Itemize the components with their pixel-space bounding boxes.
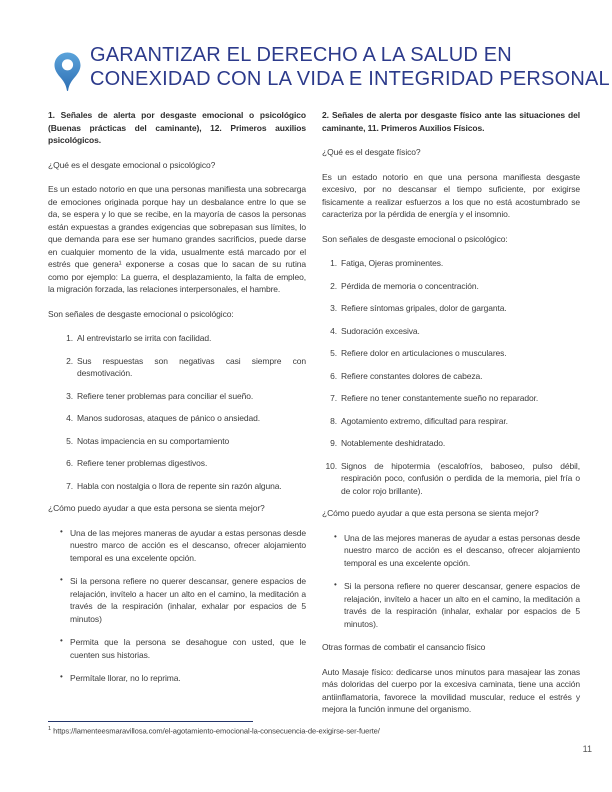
right-signals-intro: Son señales de desgaste emocional o psicológico: <box>322 233 508 244</box>
list-item <box>48 435 306 448</box>
list-item-number: 3. <box>66 390 73 401</box>
right-question-2: ¿Cómo puedo ayudar a que esta persona se sienta mejor? <box>322 508 539 518</box>
left-section-heading: 1. Señales de alerta por desgaste emocional o psicológico (Buenas prácticas del caminante), 12. Primeros auxilios psicológicos. <box>48 110 306 145</box>
list-item-number: 4. <box>66 413 73 423</box>
right-bullet-list <box>322 532 580 631</box>
left-signal-list <box>48 332 306 492</box>
list-item-number: 3. <box>330 303 337 313</box>
list-item <box>48 412 306 425</box>
page-title-line-1: GARANTIZAR EL DERECHO A LA SALUD EN <box>90 44 512 66</box>
list-item <box>48 480 306 493</box>
list-item-text: Refiere dolor en articulaciones o musculares. <box>341 348 507 358</box>
right-question-1: ¿Qué es el desgate físico? <box>322 147 421 157</box>
footnote-url: https://lamenteesmaravillosa.com/el-agotamiento-emocional-la-consecuencia-de-exigirse-ser-fuerte/ <box>51 726 380 736</box>
footnote-divider <box>48 721 253 722</box>
list-item-text: Sus respuestas son negativas casi siempre con desmotivación. <box>77 355 306 378</box>
left-question-2: ¿Cómo puedo ayudar a que esta persona se sienta mejor? <box>48 503 265 513</box>
list-item <box>322 460 580 498</box>
list-item-number: 8. <box>330 415 337 426</box>
page-number: 11 <box>582 744 592 754</box>
list-item <box>322 302 580 315</box>
left-paragraph-1: Es un estado notorio en que una personas manifiesta una sobrecarga de emociones originada porque hay un desbalance entre lo que se da, se espera y lo que se recibe, en la mayoría de casos la personas están expuestas a grandes exigencias que sobrepasan sus límites, lo que demanda para ese ser humano grandes sacrificios, puede darse en cualquier momento de la vida, usualmente está marcado por el estrés que genera¹ exponerse a cosas que lo sacan de su rutina como por ejemplo: La guerra, el desplazamiento, la falta de empleo, la migración forzada, las relaciones interpersonales, el hambre. <box>48 184 306 294</box>
footnote-marker: 1 <box>48 726 52 732</box>
list-item <box>322 257 580 270</box>
right-signal-list <box>322 257 580 497</box>
bullet-item: • Una de las mejores maneras de ayudar a estas personas desde nuestro marco de acción es el descanso, ofrecer alojamiento temporal es una excelente opción. <box>48 527 306 565</box>
list-item-number: 6. <box>330 370 337 381</box>
list-item-number: 7. <box>66 480 73 491</box>
list-item <box>48 390 306 403</box>
list-item-text: Refiere constantes dolores de cabeza. <box>341 370 483 381</box>
list-item-text: Pérdida de memoria o concentración. <box>341 280 479 291</box>
list-item <box>48 457 306 470</box>
list-item-number: 5. <box>66 435 73 446</box>
footnote <box>48 721 568 736</box>
list-item-number: 4. <box>330 325 337 336</box>
bullet-item: • Una de las mejores maneras de ayudar a estas personas desde nuestro marco de acción es el descanso, ofrecer alojamiento temporal es una excelente opción. <box>322 532 580 570</box>
page-header <box>54 44 610 92</box>
footnote-text <box>48 726 568 736</box>
list-item-text: Fatiga, Ojeras prominentes. <box>341 258 444 268</box>
bullet-item: • Permítale llorar, no lo reprima. <box>48 672 306 685</box>
bullet-item: • Permita que la persona se desahogue con usted, que le cuenten sus historias. <box>48 636 306 661</box>
list-item <box>322 392 580 405</box>
left-question-1: ¿Qué es el desgate emocional o psicológico? <box>48 159 216 170</box>
list-item-number: 5. <box>330 348 337 358</box>
list-item-text: Habla con nostalgia o llora de repente sin razón alguna. <box>77 480 282 491</box>
list-item-text: Notas impaciencia en su comportamiento <box>77 435 230 446</box>
page-title <box>90 44 610 91</box>
right-paragraph-1: Es un estado notorio en que una persona manifiesta desgaste excesivo, por no descansar el tiempo suficiente, por exigirse fisicamente a realizar esfuerzos a los que no está acostumbrado se caracteriza por la pérdida de energía y el insomnio. <box>322 171 580 219</box>
list-item-number: 7. <box>330 393 337 403</box>
right-paragraph-2: Auto Masaje físico: dedicarse unos minutos para masajear las zonas más doloridas del cuerpo por la excesiva caminata, tiene una acción antiinflamatoria, favorece la movilidad muscular, reduce el estrés y mejora la función inmune del organismo. <box>322 666 580 714</box>
list-item-text: Refiere síntomas gripales, dolor de garganta. <box>341 303 507 313</box>
body-columns <box>48 109 581 728</box>
list-item-number: 2. <box>66 355 73 366</box>
list-item-text: Signos de hipotermia (escalofríos, baboseo, pulso débil, respiración poco, confusión o perdida de la memoria, piel fría o de color rojo brillante). <box>341 460 580 496</box>
list-item-text: Manos sudorosas, ataques de pánico o ansiedad. <box>77 413 261 423</box>
list-item-number: 1. <box>66 333 73 343</box>
left-signals-intro: Son señales de desgaste emocional o psicológico: <box>48 308 234 319</box>
list-item-text: Notablemente deshidratado. <box>341 438 446 448</box>
list-item-text: Sudoración excesiva. <box>341 325 420 336</box>
list-item-number: 6. <box>66 458 73 468</box>
list-item-text: Agotamiento extremo, dificultad para respirar. <box>341 415 508 426</box>
list-item-number: 10. <box>325 460 337 471</box>
left-bullet-list <box>48 527 306 685</box>
list-item-text: Refiere tener problemas para conciliar el sueño. <box>77 390 254 401</box>
bullet-item: • Si la persona refiere no querer descansar, genere espacios de relajación, invítelo a hacer un alto en el camino, la meditación a través de la respiración (inhalar, exhalar por espacios de 5 minutos). <box>322 580 580 630</box>
list-item <box>48 355 306 380</box>
right-column <box>322 109 580 728</box>
list-item <box>48 332 306 345</box>
list-item-text: Al entrevistarlo se irrita con facilidad. <box>77 333 212 343</box>
list-item-text: Refiere no tener constantemente sueño no reparador. <box>341 393 539 403</box>
list-item-number: 1. <box>330 258 337 268</box>
right-subheading: Otras formas de combatir el cansancio físico <box>322 642 486 652</box>
right-section-heading: 2. Señales de alerta por desgaste físico ante las situaciones del caminante, 11. Primeros Auxilios Físicos. <box>322 110 580 133</box>
list-item <box>322 415 580 428</box>
left-column <box>48 109 306 728</box>
list-item <box>322 325 580 338</box>
list-item <box>322 347 580 360</box>
list-item <box>322 370 580 383</box>
page-title-line-2: CONEXIDAD CON LA VIDA E INTEGRIDAD PERSONAL <box>90 67 610 90</box>
list-item <box>322 280 580 293</box>
list-item-number: 2. <box>330 280 337 291</box>
list-item <box>322 437 580 450</box>
bullet-item: • Si la persona refiere no querer descansar, genere espacios de relajación, invítelo a hacer un alto en el camino, la meditación a través de la respiración (inhalar, exhalar por espacios de 5 minutos) <box>48 575 306 625</box>
location-pin-icon <box>54 52 81 92</box>
list-item-text: Refiere tener problemas digestivos. <box>77 458 208 468</box>
list-item-number: 9. <box>330 438 337 448</box>
